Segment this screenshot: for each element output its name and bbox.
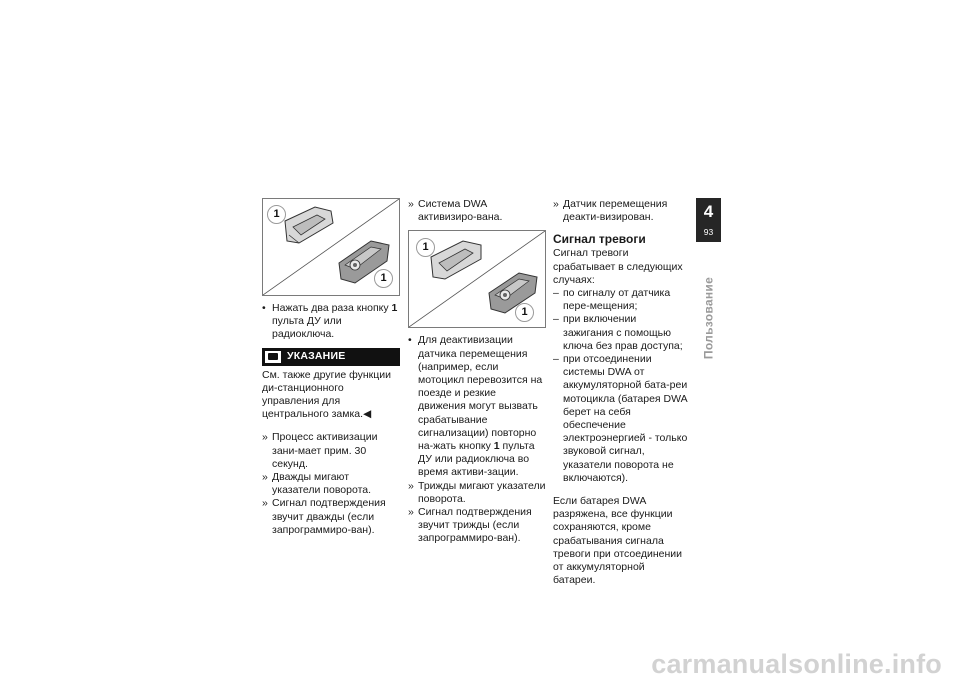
key-reference: 1 (391, 302, 398, 314)
result-item: » Сигнал подтверждения звучит трижды (если запрограммиро-ван). (408, 506, 546, 546)
figure-callout: 1 (267, 205, 286, 224)
result-item: » Процесс активизации зани-мает прим. 30 секунд. (262, 431, 400, 471)
note-text: См. также другие функции ди-станционного управления для центрального замка.◀ (262, 368, 391, 421)
column-1 (262, 198, 400, 537)
page-number: 93 (703, 227, 714, 237)
instruction-step (262, 302, 400, 342)
result-item: » Датчик перемещения деакти-визирован. (553, 198, 689, 224)
step-text: Для деактивизации датчика перемещения (например, если мотоцикл перевозится на поезде и резкие движения могут вызвать срабатывание сигнализации) повторно на-жать кнопку (418, 334, 543, 453)
result-item: » Дважды мигают указатели поворота. (262, 471, 400, 497)
column-2 (408, 198, 546, 546)
step-text: Нажать два раза кнопку (272, 302, 392, 314)
figure-callout: 1 (515, 303, 534, 322)
chapter-marker (696, 198, 721, 242)
section-intro: Сигнал тревоги срабатывает в следующих случаях: (553, 247, 683, 286)
result-item: » Система DWA активизиро-вана. (408, 198, 546, 224)
step-text: пульта ДУ или радиоключа во время активи-зации. (418, 440, 535, 479)
figure-remote-and-key-2 (408, 230, 546, 328)
note-icon (265, 351, 281, 363)
chapter-title: Пользование (701, 276, 716, 360)
remote-key-fob-icon (285, 207, 333, 243)
section-heading: Сигнал тревоги (553, 232, 646, 247)
remote-key-fob-icon (431, 241, 481, 279)
list-item: – при отсоединении системы DWA от аккумуляторной бата-реи мотоцикла (батарея DWA берет на себя обеспечение электроэнергией - только звуковой сигнал, указатели поворота не включаются). (553, 353, 689, 485)
closing-paragraph: Если батарея DWA разряжена, все функции сохраняются, кроме срабатывания сигнала тревоги при отсоединении от аккумуляторной батареи. (553, 495, 682, 587)
list-item: – при включении зажигания с помощью ключа без прав доступа; (553, 313, 689, 353)
figure-callout: 1 (374, 269, 393, 288)
result-item: » Трижды мигают указатели поворота. (408, 480, 546, 506)
key-reference: 1 (493, 440, 500, 453)
result-item: » Сигнал подтверждения звучит дважды (если запрограммиро-ван). (262, 497, 400, 537)
column-3 (553, 198, 689, 587)
watermark: carmanualsonline.info (651, 648, 942, 679)
instruction-step (408, 334, 546, 479)
figure-callout: 1 (416, 238, 435, 257)
step-text: пульта ДУ или радиоключа. (272, 315, 342, 341)
note-header (262, 348, 400, 366)
figure-remote-and-key-1 (262, 198, 400, 296)
note-label: УКАЗАНИЕ (287, 350, 346, 362)
chapter-number: 4 (703, 202, 714, 221)
list-item: – по сигналу от датчика пере-мещения; (553, 287, 689, 313)
